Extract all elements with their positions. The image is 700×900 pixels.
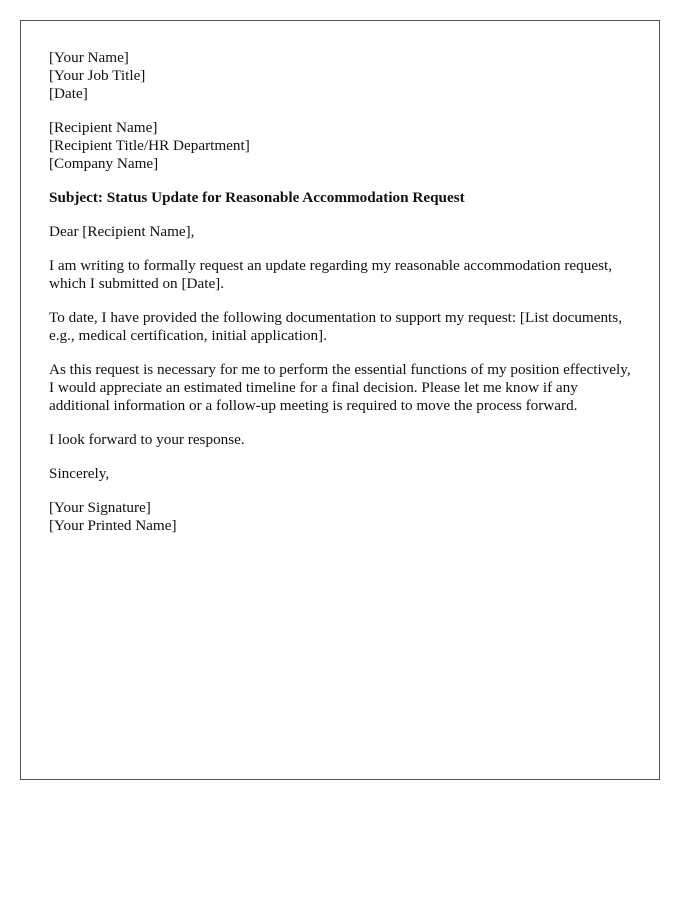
signature-line: [Your Signature]: [49, 499, 151, 516]
letter-content: [49, 49, 635, 551]
sender-name: [Your Name]: [49, 49, 129, 66]
closing: Sincerely,: [49, 465, 110, 482]
subject-line: Subject: Status Update for Reasonable Accommodation Request: [49, 189, 465, 206]
printed-name: [Your Printed Name]: [49, 517, 177, 534]
sender-block: [49, 49, 635, 103]
recipient-name: [Recipient Name]: [49, 119, 158, 136]
recipient-title: [Recipient Title/HR Department]: [49, 137, 250, 154]
body-paragraph-4: I look forward to your response.: [49, 431, 245, 448]
body-paragraph-1: I am writing to formally request an update regarding my reasonable accommodation request, which I submitted on [Date].: [49, 257, 613, 292]
sender-job-title: [Your Job Title]: [49, 67, 146, 84]
letter-date: [Date]: [49, 85, 88, 102]
body-paragraph-2: To date, I have provided the following documentation to support my request: [List documents, e.g., medical certification, initial application].: [49, 309, 622, 344]
body-paragraph-3: As this request is necessary for me to perform the essential functions of my position effectively, I would appreciate an estimated timeline for a final decision. Please let me know if any additional information or a follow-up meeting is required to move the process forward.: [49, 361, 631, 414]
signature-block: [49, 499, 635, 535]
recipient-company: [Company Name]: [49, 155, 159, 172]
recipient-block: [49, 119, 635, 173]
salutation: Dear [Recipient Name],: [49, 223, 195, 240]
letter-page: [20, 20, 660, 780]
